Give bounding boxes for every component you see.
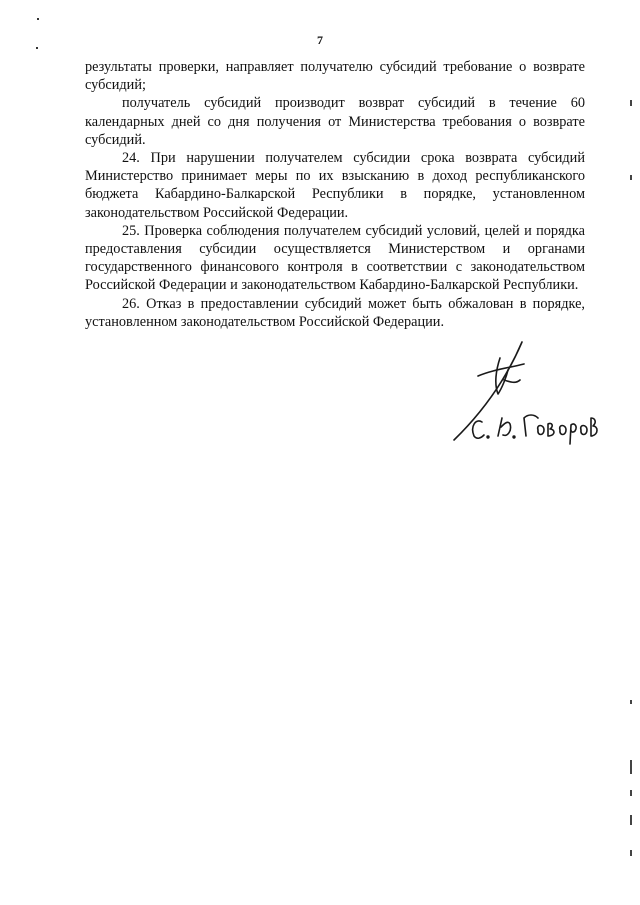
scan-speck-top-left bbox=[37, 18, 39, 20]
scan-edge-mark-3 bbox=[630, 700, 632, 704]
paragraph-26: 26. Отказ в предоставлении субсидий может быть обжалован в порядке, установленном законодательством Российской Федерации. bbox=[85, 295, 585, 330]
scan-speck-left bbox=[36, 47, 38, 49]
document-body bbox=[85, 58, 585, 331]
handwritten-signature bbox=[440, 340, 600, 460]
page-number: 7 bbox=[317, 33, 323, 47]
scan-edge-mark-2 bbox=[630, 175, 632, 180]
scan-edge-mark-6 bbox=[630, 815, 632, 825]
paragraph-25: 25. Проверка соблюдения получателем субсидий условий, целей и порядка предоставления субсидии осуществляется Министерством и органами государственного финансового контроля в соответствии с законодательством Российской Федерации и законодательством Кабардино-Балкарской Республики. bbox=[85, 222, 585, 294]
paragraph-refund-term: получатель субсидий производит возврат субсидий в течение 60 календарных дней со дня получения от Министерства требования о возврате субсидий. bbox=[85, 95, 585, 148]
paragraph-continuation: результаты проверки, направляет получателю субсидий требование о возврате субсидий; bbox=[85, 59, 585, 94]
scan-edge-mark-7 bbox=[630, 850, 632, 856]
scan-edge-mark-4 bbox=[630, 760, 632, 774]
paragraph-24: 24. При нарушении получателем субсидии срока возврата субсидий Министерство принимает меры по их взысканию в доход республиканского бюджета Кабардино-Балкарской Республики в порядке, установленном законодательством Российской Федерации. bbox=[85, 150, 585, 221]
scan-edge-mark-1 bbox=[630, 100, 632, 106]
scan-edge-mark-5 bbox=[630, 790, 632, 796]
